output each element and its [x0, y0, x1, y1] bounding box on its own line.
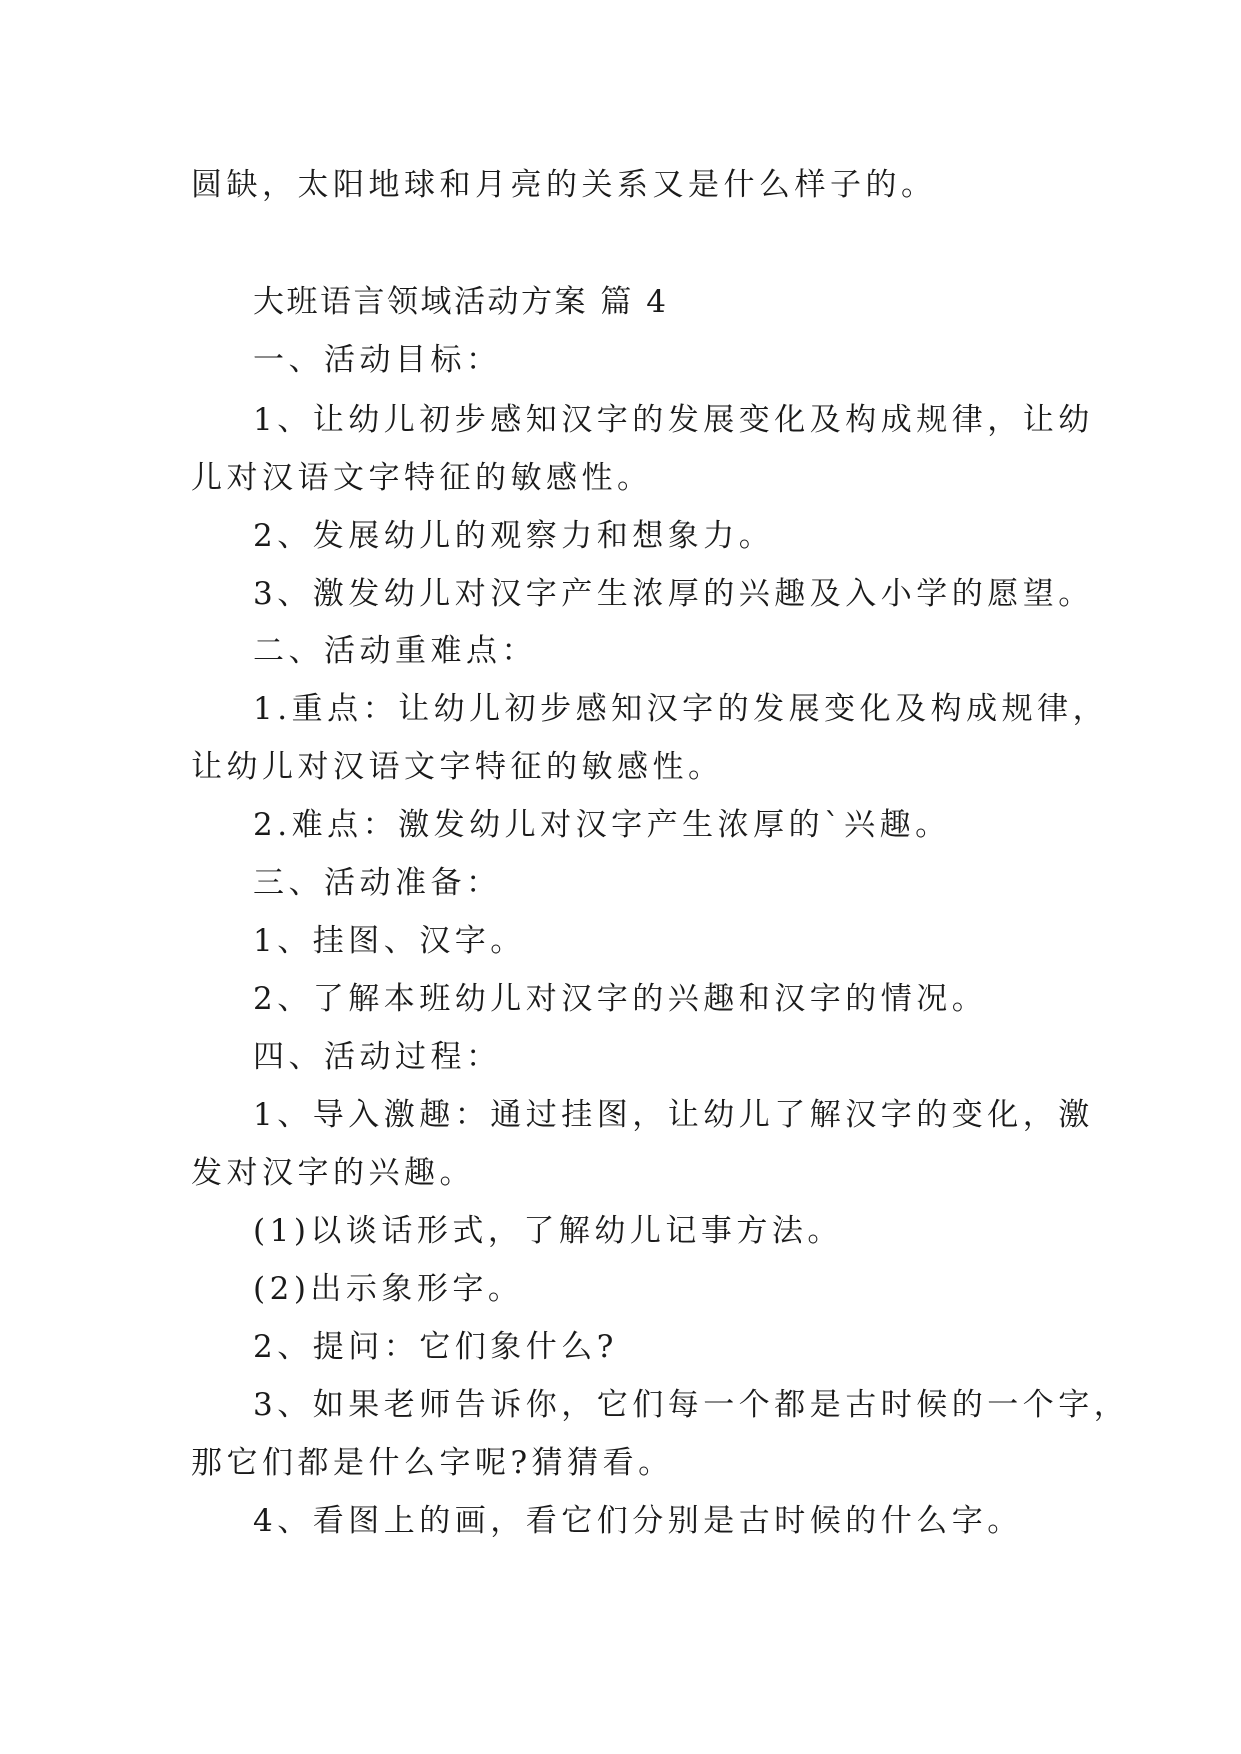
subheading-goals: 一、活动目标：	[253, 342, 502, 378]
process-item-3-cont: 那它们都是什么字呢?猜猜看。	[191, 1445, 674, 1481]
key-point-2: 2.难点：激发幼儿对汉字产生浓厚的`兴趣。	[253, 807, 951, 843]
key-point-1-cont: 让幼儿对汉语文字特征的敏感性。	[191, 749, 724, 785]
key-point-1: 1.重点：让幼儿初步感知汉字的发展变化及构成规律，	[253, 691, 1109, 727]
process-item-3: 3、如果老师告诉你，它们每一个都是古时候的一个字，	[253, 1387, 1130, 1423]
subheading-key-points: 二、活动重难点：	[253, 633, 537, 669]
process-item-1-cont: 发对汉字的兴趣。	[191, 1155, 475, 1191]
paragraph-continuation: 圆缺，太阳地球和月亮的关系又是什么样子的。	[191, 167, 937, 203]
goal-item-3: 3、激发幼儿对汉字产生浓厚的兴趣及入小学的愿望。	[253, 576, 1094, 612]
subheading-preparation: 三、活动准备：	[253, 865, 502, 901]
preparation-item-2: 2、了解本班幼儿对汉字的兴趣和汉字的情况。	[253, 981, 988, 1017]
goal-item-1-cont: 儿对汉语文字特征的敏感性。	[191, 460, 653, 496]
process-subitem-2: (2)出示象形字。	[253, 1271, 524, 1307]
goal-item-1: 1、让幼儿初步感知汉字的发展变化及构成规律，让幼	[253, 402, 1094, 438]
goal-item-2: 2、发展幼儿的观察力和想象力。	[253, 518, 775, 554]
preparation-item-1: 1、挂图、汉字。	[253, 923, 526, 959]
process-item-2: 2、提问：它们象什么?	[253, 1329, 618, 1365]
process-subitem-1: (1)以谈话形式，了解幼儿记事方法。	[253, 1213, 843, 1249]
subheading-process: 四、活动过程：	[253, 1039, 502, 1075]
process-item-4: 4、看图上的画，看它们分别是古时候的什么字。	[253, 1503, 1023, 1539]
section-heading: 大班语言领域活动方案 篇 4	[253, 284, 669, 320]
process-item-1: 1、导入激趣：通过挂图，让幼儿了解汉字的变化，激	[253, 1097, 1094, 1133]
